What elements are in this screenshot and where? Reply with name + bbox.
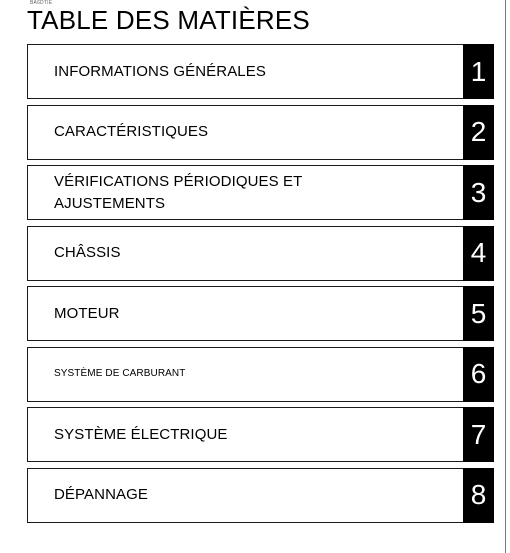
toc-entry-fuel-system[interactable]: [27, 347, 494, 402]
toc-chapter-tab: 4: [463, 226, 494, 281]
toc-chapter-tab: 5: [463, 286, 494, 341]
toc-entry-label: INFORMATIONS GÉNÉRALES: [54, 62, 266, 80]
toc-entry-periodic-checks[interactable]: [27, 165, 494, 220]
toc-entry-label: [54, 171, 302, 215]
toc-entry-box: [27, 44, 463, 99]
toc-entry-box: [27, 407, 463, 462]
toc-entry-box: [27, 347, 463, 402]
toc-entry-box: [27, 105, 463, 160]
toc-entry-label: CARACTÉRISTIQUES: [54, 123, 209, 140]
toc-chapter-tab: 8: [463, 468, 494, 523]
toc-chapter-tab: 7: [463, 407, 494, 462]
toc-entry-label: SYSTÈME ÉLECTRIQUE: [54, 425, 228, 443]
toc-chapter-tab: 3: [463, 165, 494, 220]
toc-chapter-tab: 6: [463, 347, 494, 402]
page-title: TABLE DES MATIÈRES: [27, 5, 310, 35]
toc-chapter-tab: 1: [463, 44, 494, 99]
toc-entry-label-line-2: AJUSTEMENTS: [54, 194, 166, 212]
toc-entry-general-information[interactable]: [27, 44, 494, 99]
toc-entry-label: MOTEUR: [54, 304, 120, 322]
toc-entry-label: SYSTÈME DE CARBURANT: [54, 368, 186, 379]
toc-entry-chassis[interactable]: [27, 226, 494, 281]
toc-entry-label-line-1: VÉRIFICATIONS PÉRIODIQUES ET: [54, 172, 303, 190]
header-code: BA6DTIE: [30, 0, 53, 6]
table-of-contents: [27, 44, 494, 528]
toc-entry-box: [27, 165, 463, 220]
toc-entry-box: [27, 468, 463, 523]
page-edge-divider: [505, 0, 506, 553]
toc-entry-label: DÉPANNAGE: [54, 486, 148, 503]
toc-entry-specifications[interactable]: [27, 105, 494, 160]
toc-entry-engine[interactable]: [27, 286, 494, 341]
toc-entry-box: [27, 226, 463, 281]
toc-entry-electrical-system[interactable]: [27, 407, 494, 462]
toc-entry-troubleshooting[interactable]: [27, 468, 494, 523]
toc-entry-label: CHÂSSIS: [54, 244, 121, 261]
toc-entry-box: [27, 286, 463, 341]
toc-chapter-tab: 2: [463, 105, 494, 160]
